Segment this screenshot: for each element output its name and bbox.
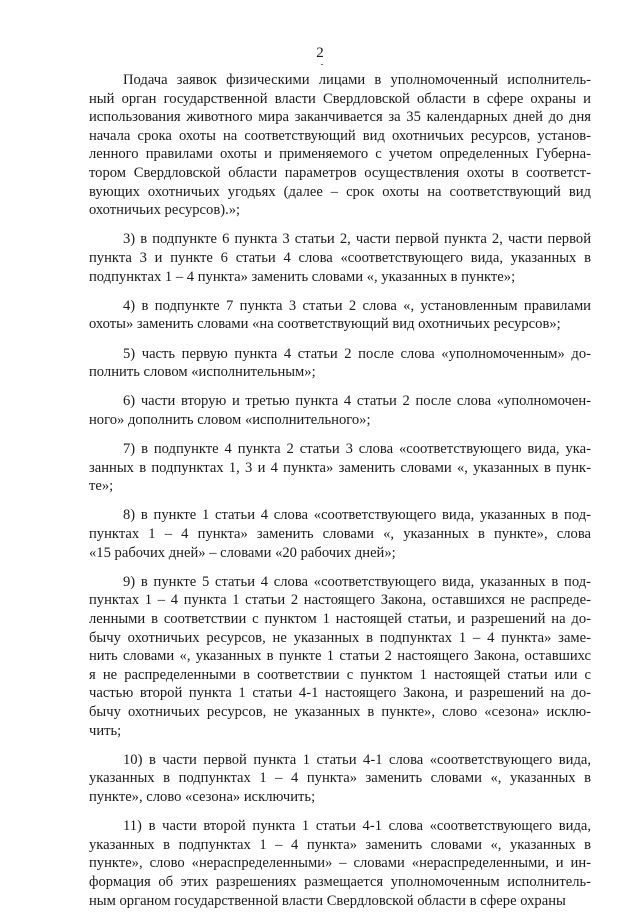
text-line: указанных в подпунктах 1 – 4 пункта» заменить словами «, указанных в [89, 770, 591, 787]
text-line: 7) в подпункте 4 пункта 2 статьи 3 слова «соответствующего вида, ука- [123, 441, 591, 458]
text-line: 9) в пункте 5 статьи 4 слова «соответствующего вида, указанных в под- [123, 573, 591, 590]
text-line: «15 рабочих дней» – словами «20 рабочих дней»; [89, 544, 396, 561]
paragraph-item-8 [89, 506, 591, 562]
text-line: пунктах 1 – 4 пункта» заменить словами «, указанных в пункте», слова [89, 526, 591, 543]
document-body [89, 71, 591, 921]
text-line: пунктах 1 – 4 пункта 1 статьи 2 настоящего Закона, оставшихся не распреде- [89, 592, 591, 609]
text-line: те»; [89, 478, 114, 495]
text-line: нить словами «, указанных в пункте 1 статьи 2 настоящего Закона, оставшихс [89, 648, 591, 665]
text-line: формация об этих разрешениях размещается уполномоченным исполнитель- [89, 873, 591, 890]
paragraph-item-7 [89, 440, 591, 496]
text-line: пункте», слово «нераспределенными» – словами «нераспределенными, и ин- [89, 855, 591, 872]
text-line: 4) в подпункте 7 пункта 3 статьи 2 слова «, установленным правилами [123, 297, 591, 314]
text-line: использования животного мира заканчивается за 35 календарных дней до дня [89, 109, 591, 126]
page-number: 2 [316, 45, 324, 61]
text-line: пункте», слово «сезона» исключить; [89, 788, 316, 805]
text-line: пункта 3 и пункте 6 статьи 4 слова «соответствующего вида, указанных в [89, 249, 591, 266]
text-line: чить; [89, 722, 122, 739]
paragraph-item-6 [89, 392, 591, 429]
paragraph-item-4 [89, 297, 591, 334]
text-line: указанных в подпунктах 1 – 4 пункта» заменить словами «, указанных в [89, 836, 591, 853]
text-line: ленными в соответствии с пунктом 1 настоящей статьи, и разрешений на до- [89, 611, 591, 627]
text-line: ным органом государственной власти Свердловской области в сфере охраны [89, 892, 566, 909]
paragraph-item-11 [89, 817, 591, 910]
text-line: вующих охотничьих угодьях (далее – срок охоты на соответствующий вид [89, 183, 591, 200]
text-line: охоты» заменить словами «на соответствующий вид охотничьих ресурсов»; [89, 316, 561, 333]
text-line: Подача заявок физическими лицами в уполномоченный исполнитель- [123, 72, 591, 88]
text-line: 8) в пункте 1 статьи 4 слова «соответствующего вида, указанных в под- [123, 507, 591, 524]
paragraph-intro [89, 71, 591, 220]
text-line: частью второй пункта 1 статьи 4-1 настоящего Закона, и разрешений на до- [89, 685, 591, 702]
text-line: подпунктах 1 – 4 пункта» заменить словами «, указанных в пункте»; [89, 268, 516, 285]
text-line: 6) части вторую и третью пункта 4 статьи 2 после слова «уполномочен- [123, 393, 591, 410]
text-line: я не распределенными в соответствии с пунктом 1 настоящей статьи или с [89, 666, 591, 683]
paragraph-item-3 [89, 230, 591, 286]
text-line: ленного правилами охоты и применяемого с учетом определенных Губерна- [89, 146, 591, 163]
text-line: 5) часть первую пункта 4 статьи 2 после слова «уполномоченным» до- [123, 345, 591, 362]
text-line: охотничьих ресурсов).»; [89, 202, 241, 219]
paragraph-item-9 [89, 573, 591, 740]
text-line: 10) в части первой пункта 1 статьи 4-1 слова «соответствующего вида, [123, 751, 591, 768]
text-line: начала срока охоты на соответствующий вид охотничьих ресурсов, установ- [89, 127, 591, 144]
text-line: полнить словом «исполнительным»; [89, 364, 316, 381]
text-line: бычу охотничьих ресурсов, не указанных в пункте», слово «сезона» исклю- [89, 703, 591, 720]
text-line: ный орган государственной власти Свердловской области в сфере охраны и [89, 90, 591, 107]
text-line: 3) в подпункте 6 пункта 3 статьи 2, части первой пункта 2, части первой [123, 231, 591, 248]
text-line: тором Свердловской области параметров осуществления охоты в соответст- [89, 164, 591, 181]
page-number-mark [321, 64, 323, 65]
text-line: бычу охотничьих ресурсов, не указанных в подпунктах 1 – 4 пункта» заме- [89, 629, 591, 646]
text-line: занных в подпунктах 1, 3 и 4 пункта» заменить словами «, указанных в пунк- [89, 459, 591, 476]
text-line: 11) в части второй пункта 1 статьи 4-1 слова «соответствующего вида, [123, 818, 591, 835]
paragraph-item-5 [89, 345, 591, 382]
text-line: ного» дополнить словом «исполнительного»; [89, 411, 371, 428]
paragraph-item-10 [89, 751, 591, 807]
